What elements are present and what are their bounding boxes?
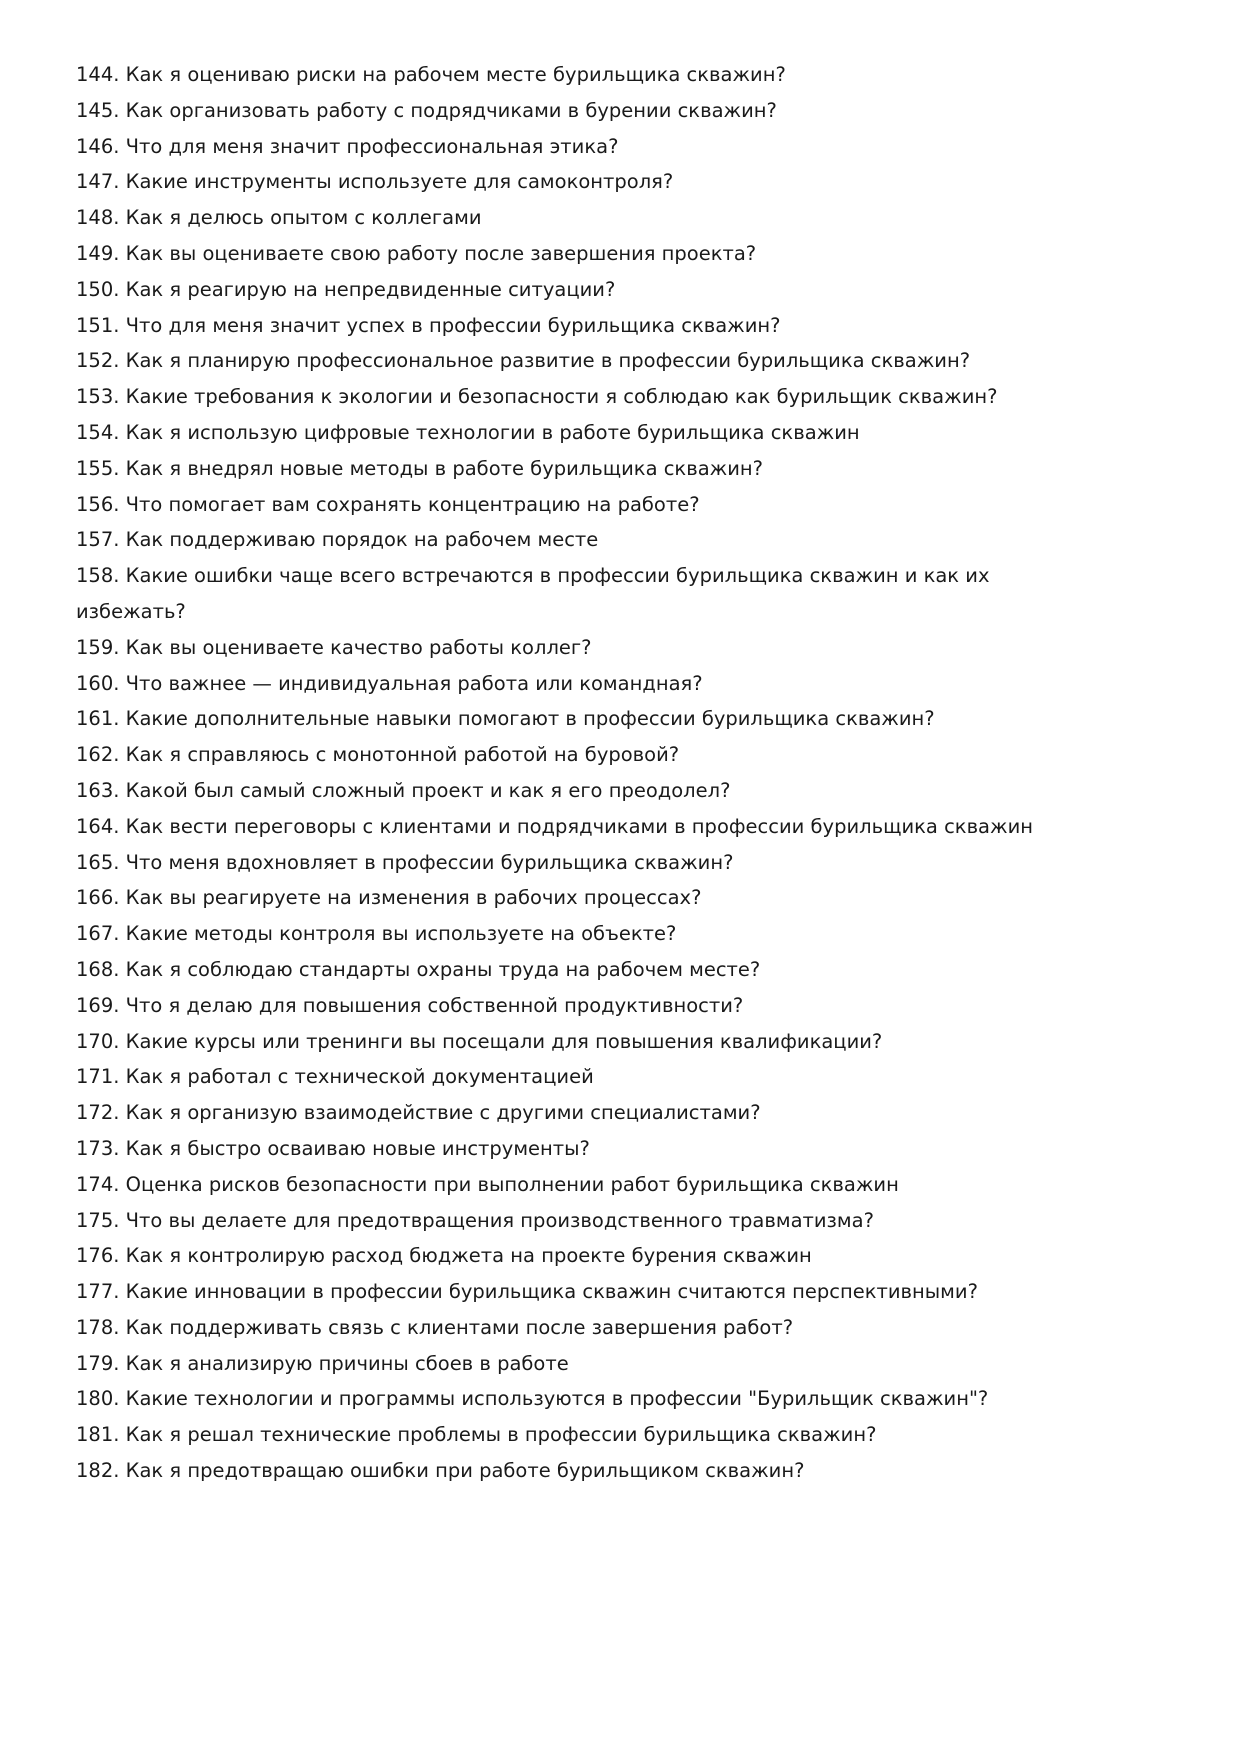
list-item: 172. Как я организую взаимодействие с другими специалистами? (76, 1101, 761, 1125)
list-item: 156. Что помогает вам сохранять концентрацию на работе? (76, 492, 700, 516)
list-item: 166. Как вы реагируете на изменения в рабочих процессах? (76, 886, 702, 910)
list-item: 147. Какие инструменты используете для самоконтроля? (76, 170, 674, 194)
list-item: 171. Как я работал с технической документацией (76, 1065, 594, 1089)
list-item: 179. Как я анализирую причины сбоев в работе (76, 1351, 569, 1375)
list-item: 160. Что важнее — индивидуальная работа или командная? (76, 671, 703, 695)
list-item: 161. Какие дополнительные навыки помогают в профессии бурильщика скважин? (76, 707, 935, 731)
list-item: 151. Что для меня значит успех в профессии бурильщика скважин? (76, 313, 781, 337)
list-item: 170. Какие курсы или тренинги вы посещали для повышения квалификации? (76, 1029, 883, 1053)
list-item: 162. Как я справляюсь с монотонной работой на буровой? (76, 743, 680, 767)
list-item: 163. Какой был самый сложный проект и как я его преодолел? (76, 778, 731, 802)
list-item: 164. Как вести переговоры с клиентами и подрядчиками в профессии бурильщика скважин (76, 814, 1033, 838)
list-item: 153. Какие требования к экологии и безопасности я соблюдаю как бурильщик скважин? (76, 385, 998, 409)
list-item: 178. Как поддерживать связь с клиентами после завершения работ? (76, 1315, 794, 1339)
list-item: 167. Какие методы контроля вы используете на объекте? (76, 922, 677, 946)
list-item: 154. Как я использую цифровые технологии в работе бурильщика скважин (76, 420, 860, 444)
list-item: 177. Какие инновации в профессии бурильщика скважин считаются перспективными? (76, 1280, 978, 1304)
list-item: 159. Как вы оцениваете качество работы коллег? (76, 635, 592, 659)
list-item: 149. Как вы оцениваете свою работу после завершения проекта? (76, 241, 757, 265)
list-item: 169. Что я делаю для повышения собственной продуктивности? (76, 993, 744, 1017)
list-item: 180. Какие технологии и программы используются в профессии "Бурильщик скважин"? (76, 1387, 989, 1411)
list-item: 148. Как я делюсь опытом с коллегами (76, 206, 482, 230)
list-item: 158. Какие ошибки чаще всего встречаются в профессии бурильщика скважин и как их избежать? (76, 564, 990, 623)
list-item: 145. Как организовать работу с подрядчиками в бурении скважин? (76, 98, 777, 122)
list-item: 152. Как я планирую профессиональное развитие в профессии бурильщика скважин? (76, 349, 971, 373)
list-item: 175. Что вы делаете для предотвращения производственного травматизма? (76, 1208, 874, 1232)
list-item: 174. Оценка рисков безопасности при выполнении работ бурильщика скважин (76, 1172, 899, 1196)
list-item: 176. Как я контролирую расход бюджета на проекте бурения скважин (76, 1244, 812, 1268)
list-item: 181. Как я решал технические проблемы в профессии бурильщика скважин? (76, 1423, 877, 1447)
list-item: 146. Что для меня значит профессиональная этика? (76, 134, 619, 158)
list-item: 173. Как я быстро осваиваю новые инструменты? (76, 1136, 590, 1160)
list-item: 150. Как я реагирую на непредвиденные ситуации? (76, 277, 616, 301)
list-item: 155. Как я внедрял новые методы в работе бурильщика скважин? (76, 456, 763, 480)
list-item: 168. Как я соблюдаю стандарты охраны труда на рабочем месте? (76, 957, 761, 981)
list-item: 182. Как я предотвращаю ошибки при работе бурильщиком скважин? (76, 1459, 805, 1483)
question-list (76, 57, 1036, 1489)
list-item: 144. Как я оцениваю риски на рабочем месте бурильщика скважин? (76, 63, 786, 86)
list-item: 157. Как поддерживаю порядок на рабочем месте (76, 528, 599, 552)
list-item: 165. Что меня вдохновляет в профессии бурильщика скважин? (76, 850, 734, 874)
